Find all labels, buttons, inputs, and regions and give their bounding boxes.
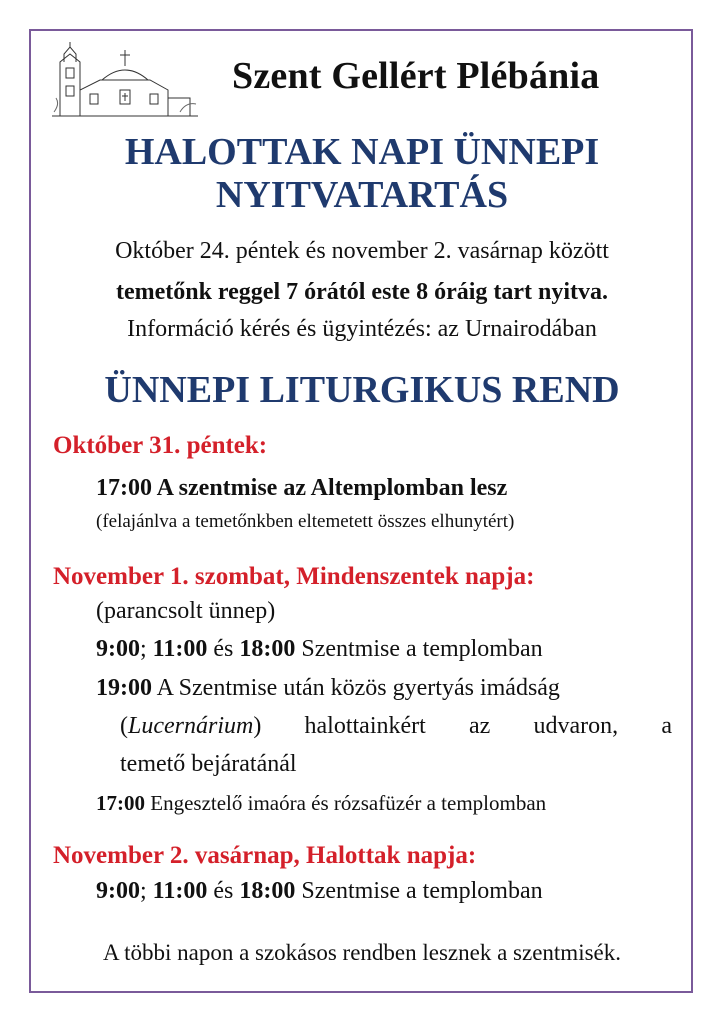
info-dates: Október 24. péntek és november 2. vasárnap között — [115, 238, 609, 264]
info-opening-hours: temetőnk reggel 7 órától este 8 óráig tart nyitva. — [115, 279, 609, 305]
nov1-vigil-line-2 — [120, 713, 672, 740]
church-logo-icon — [50, 42, 200, 118]
nov1-vigil-text-b: ) halottainkért az udvaron, a — [253, 713, 672, 739]
nov1-mass-sep-1: ; — [140, 636, 153, 662]
nov1-mass-time-1: 9:00 — [96, 636, 140, 662]
parish-name: Szent Gellért Plébánia — [232, 55, 600, 97]
liturgy-title: ÜNNEPI LITURGIKUS REND — [104, 369, 620, 411]
nov1-mass-time-2: 11:00 — [152, 636, 208, 662]
nov2-mass-text: Szentmise a templomban — [295, 878, 543, 904]
nov1-note: (parancsolt ünnep) — [96, 598, 276, 624]
nov1-vigil-paren: ( — [120, 713, 128, 739]
nov1-prayer-time: 17:00 — [96, 791, 145, 815]
nov1-prayer — [96, 791, 546, 816]
oct31-event-time: 17:00 — [96, 475, 152, 501]
oct31-note: (felajánlva a temetőnkben eltemetett összes elhunytért) — [96, 511, 515, 532]
nov1-vigil-lucernarium: Lucernárium — [128, 713, 254, 739]
nov1-prayer-text: Engesztelő imaóra és rózsafüzér a templomban — [145, 791, 547, 815]
footer-note: A többi napon a szokásos rendben lesznek a szentmisék. — [102, 940, 621, 965]
oct31-event — [96, 475, 507, 502]
nov1-mass-time-3: 18:00 — [239, 636, 296, 662]
nov1-vigil-line-3: temető bejáratánál — [120, 751, 297, 777]
nov1-heading: November 1. szombat, Mindenszentek napja: — [53, 563, 535, 590]
nov2-mass-time-3: 18:00 — [239, 878, 296, 904]
title-line-1: HALOTTAK NAPI ÜNNEPI — [124, 131, 600, 173]
oct31-event-text: A szentmise az Altemplomban lesz — [152, 475, 508, 501]
nov1-vigil-line-1 — [96, 675, 560, 702]
nov2-heading: November 2. vasárnap, Halottak napja: — [53, 842, 477, 869]
nov1-mass-text: Szentmise a templomban — [295, 636, 543, 662]
title-line-2: NYITVATARTÁS — [215, 174, 509, 216]
nov1-vigil-text-a: A Szentmise után közös gyertyás imádság — [152, 675, 560, 701]
nov2-mass-time-2: 11:00 — [152, 878, 208, 904]
nov2-mass-sep-2: és — [207, 878, 240, 904]
oct31-heading: Október 31. péntek: — [53, 432, 268, 459]
nov1-mass — [96, 636, 543, 663]
nov2-mass — [96, 878, 543, 905]
info-office: Információ kérés és ügyintézés: az Urnairodában — [127, 316, 597, 342]
nov2-mass-sep-1: ; — [140, 878, 153, 904]
nov1-vigil-time: 19:00 — [96, 675, 152, 701]
nov1-mass-sep-2: és — [207, 636, 240, 662]
nov2-mass-time-1: 9:00 — [96, 878, 140, 904]
